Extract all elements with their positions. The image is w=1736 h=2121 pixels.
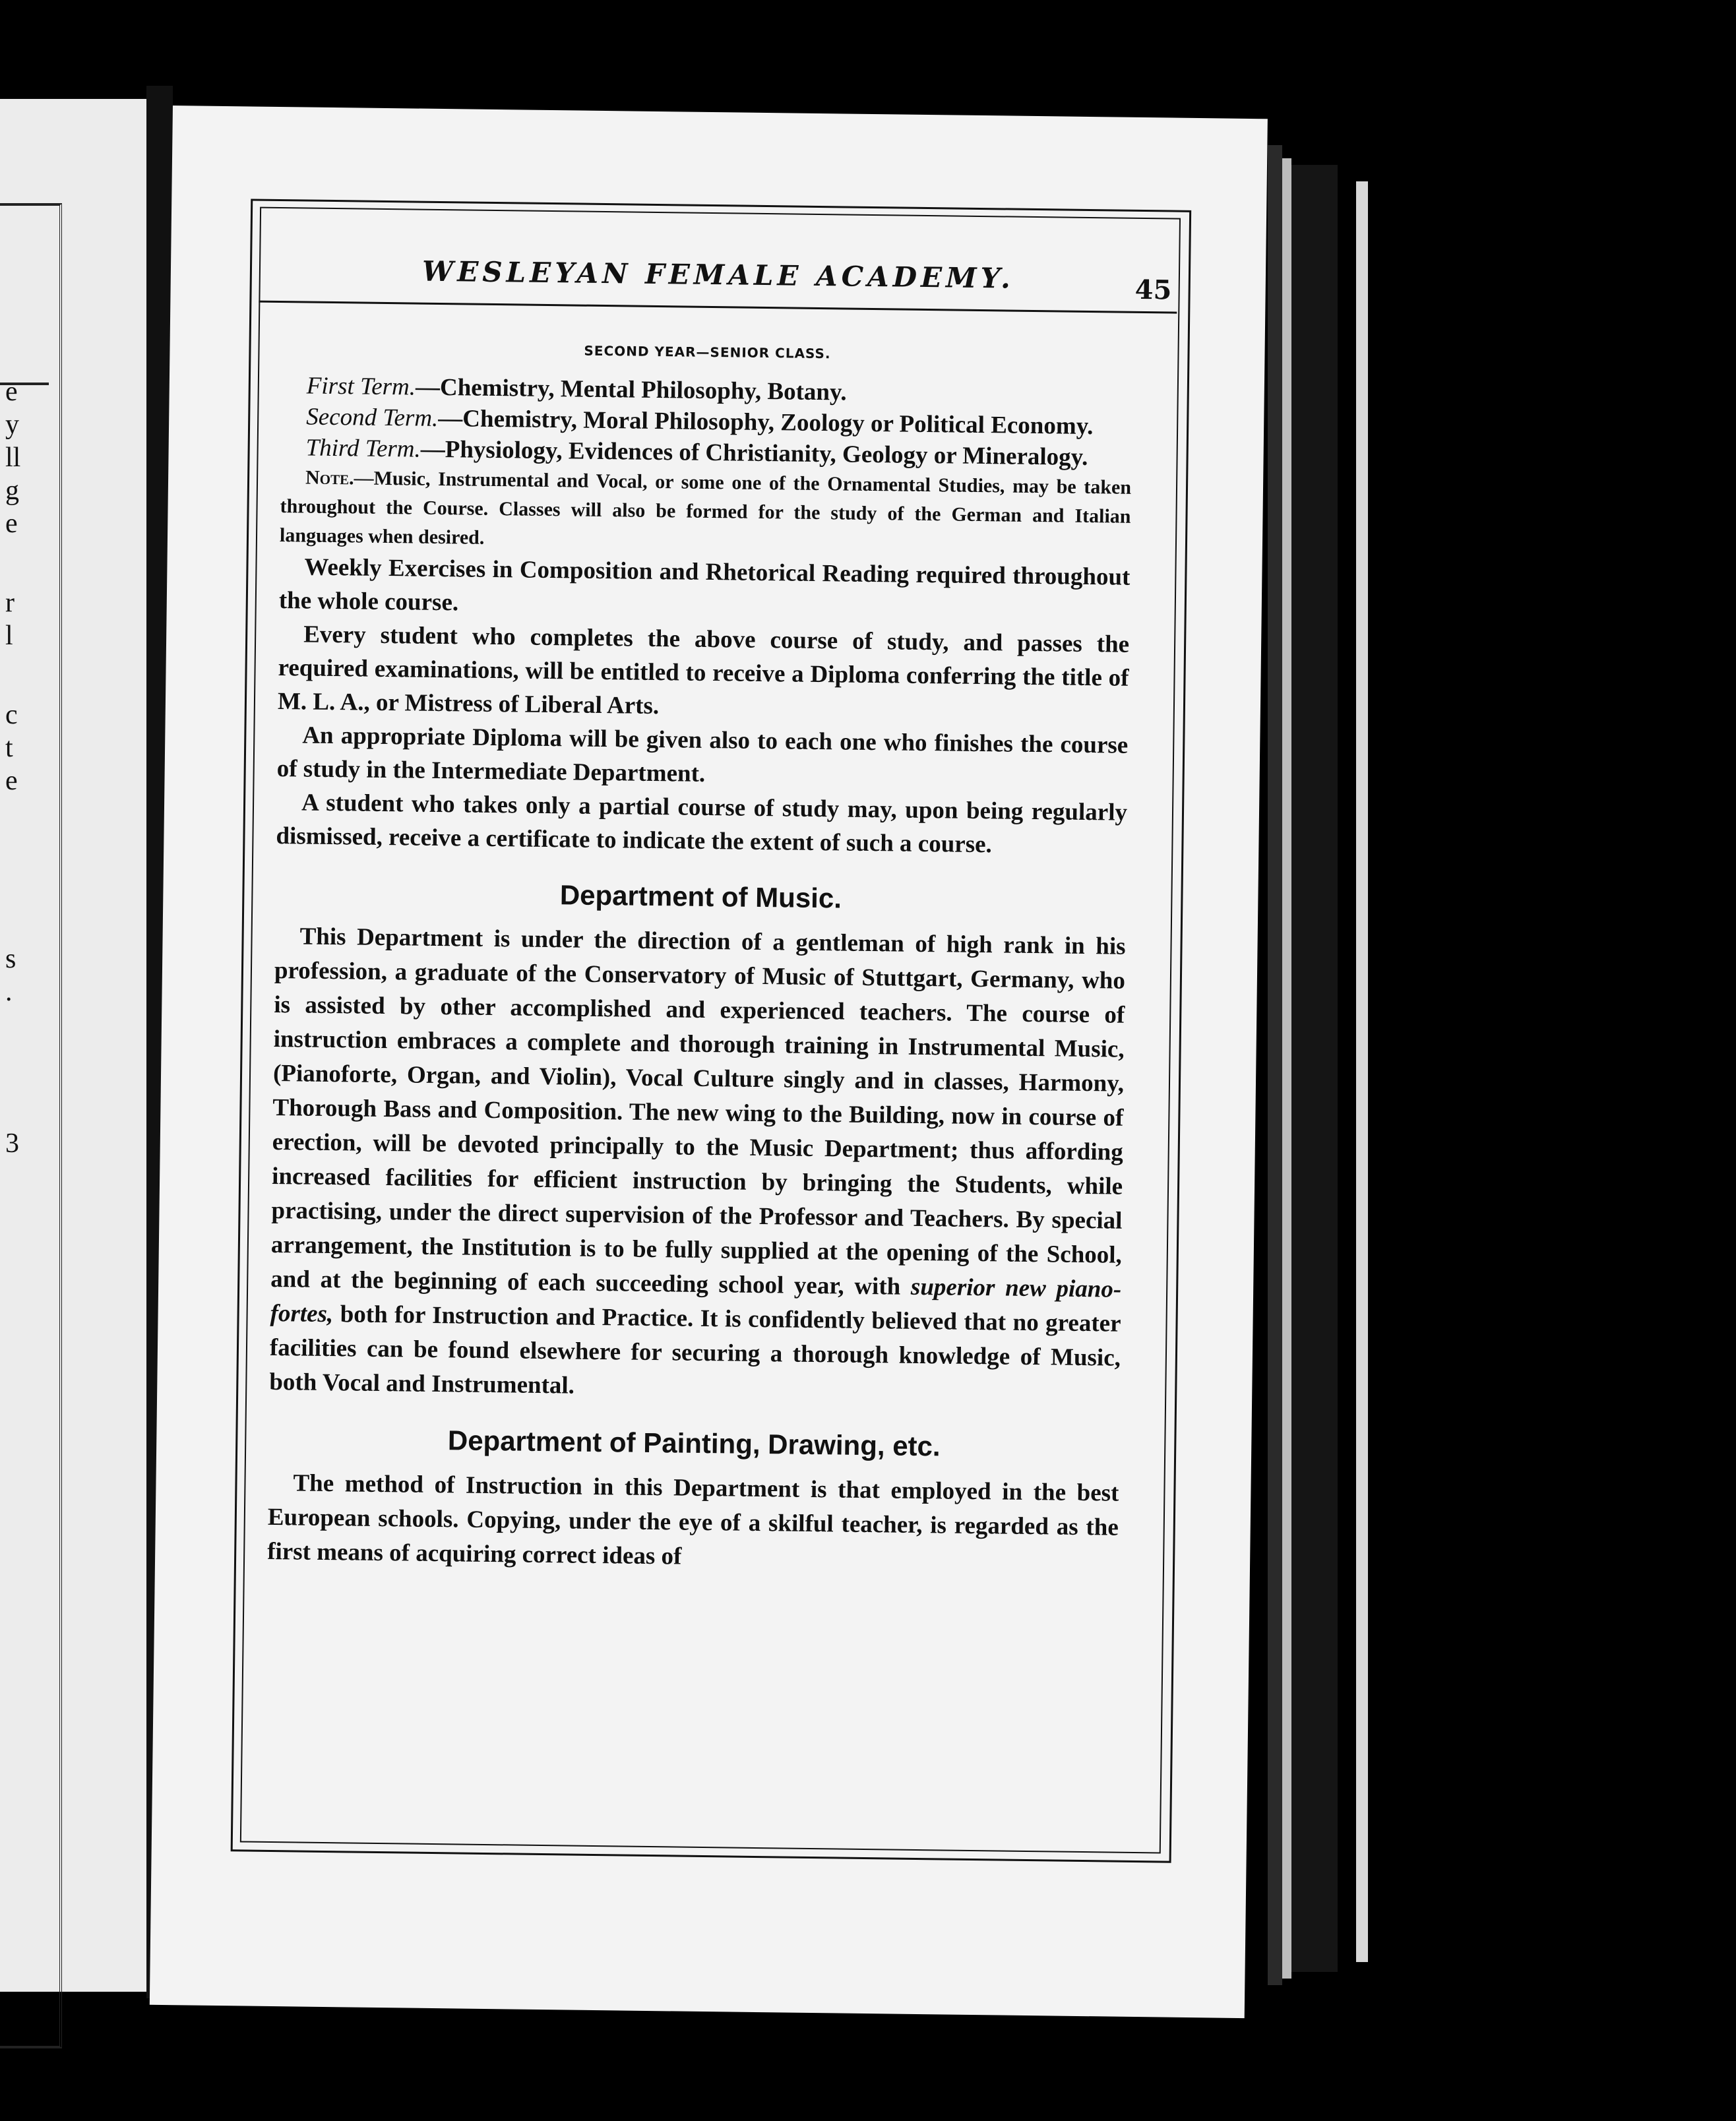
previous-page-text: e	[5, 377, 18, 407]
term-text: —Chemistry, Mental Philosophy, Botany.	[415, 373, 847, 406]
course-note	[280, 463, 1132, 561]
running-title: WESLEYAN FEMALE ACADEMY.	[421, 255, 1015, 295]
term-label: Second Term.	[305, 403, 439, 432]
previous-page-text: 3	[5, 1128, 19, 1159]
music-italic: superior new piano-fortes,	[270, 1273, 1122, 1328]
previous-page-text: r	[5, 588, 15, 618]
previous-page-text: e	[5, 766, 18, 796]
music-heading: Department of Music.	[559, 879, 842, 914]
term-text: —Physiology, Evidences of Christianity, Geology or Mineralogy.	[420, 435, 1088, 471]
music-paragraph	[269, 919, 1126, 1410]
previous-page-text: t	[5, 733, 13, 763]
note-label: Note.	[305, 466, 354, 489]
book-edge	[1356, 181, 1368, 1962]
term-text: —Chemistry, Moral Philosophy, Zoology or Political Economy.	[438, 404, 1094, 441]
previous-page-text: c	[5, 700, 18, 730]
senior-class-heading: SECOND YEAR—SENIOR CLASS.	[584, 342, 831, 362]
painting-paragraph: The method of Instruction in this Department is that employed in the best European schools. Copying, under the eye of a skilful teacher, is regarded as the first means of acquiring correct ideas of	[266, 1469, 1119, 1570]
previous-page-text: .	[5, 977, 13, 1007]
previous-page-text: s	[5, 944, 16, 974]
paragraph-diploma: Every student who completes the above course of study, and passes the required examinations, will be entitled to receive a Diploma conferring the title of M. L. A., or Mistress of Liberal Arts.	[277, 621, 1130, 720]
previous-page	[0, 99, 146, 1992]
previous-page-text: ll	[5, 443, 21, 473]
book-edge	[1268, 145, 1282, 1985]
book-edge	[1291, 165, 1338, 1972]
book-page	[150, 106, 1268, 2018]
previous-page-text: y	[5, 410, 19, 440]
painting-heading: Department of Painting, Drawing, etc.	[447, 1425, 941, 1462]
paragraph-exercises: Weekly Exercises in Composition and Rhetorical Reading required throughout the whole course.	[278, 553, 1131, 617]
page-number: 45	[1134, 274, 1172, 306]
term-label: Third Term.	[305, 434, 421, 463]
book-edge	[1282, 158, 1291, 1979]
previous-page-text: e	[5, 508, 18, 539]
paragraph-partial-course: A student who takes only a partial course of study may, upon being regularly dismissed, receive a certificate to indicate the extent of such a course.	[276, 789, 1128, 859]
note-text: —Music, Instrumental and Vocal, or some one of the Ornamental Studies, may be taken throughout the Course. Classes will also be formed for the study of the German and Italian languages when desired.	[279, 467, 1132, 549]
term-label: First Term.	[306, 372, 416, 401]
music-text: This Department is under the direction of a gentleman of high rank in his profession, a graduate of the Conservatory of Music of Stuttgart, Germany, who is assisted by other accomplished and experienced teachers. The course of instruction embraces a complete and thorough training in Instrumental Music, (Pianoforte, Organ, and Violin), Vocal Culture singly and in classes, Harmony, Thorough Bass and Composition. The new wing to the Building, now in course of erection, will be devoted principally to the Music Department; thus affording increased facilities for efficient instruction by bringing the Students, while practising, under the direct supervision of the Professor and Teachers. By special arrangement, the Institution is to be fully supplied at the opening of the School, and at the beginning of each succeeding school year, with	[270, 923, 1126, 1301]
music-text-end: both for Instruction and Practice. It is confidently believed that no greater facilities can be found elsewhere for securing a thorough knowledge of Music, both Vocal and Instrumental.	[269, 1301, 1121, 1399]
previous-page-text: l	[5, 621, 13, 651]
page-body	[267, 331, 1133, 1580]
paragraph-intermediate: An appropriate Diploma will be given also to each one who finishes the course of study in the Intermediate Department.	[276, 722, 1129, 787]
previous-page-text: g	[5, 476, 19, 506]
